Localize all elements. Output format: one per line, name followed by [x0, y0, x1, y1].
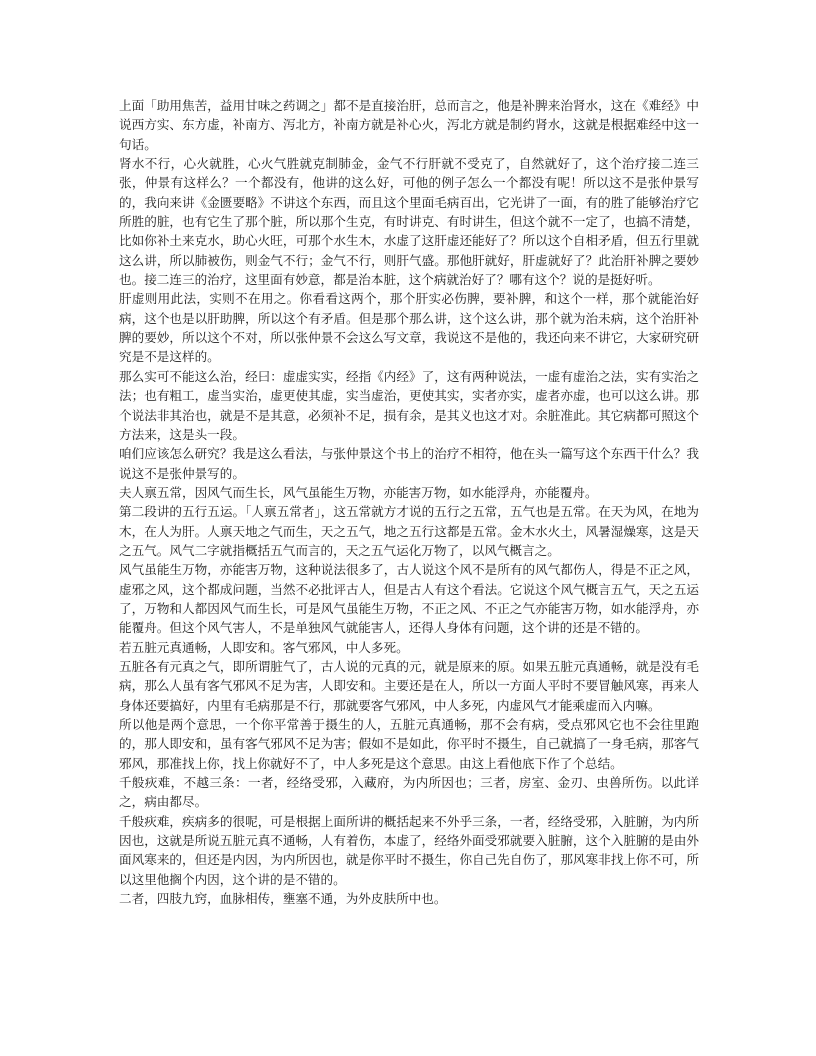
document-body: [119, 96, 699, 908]
paragraph: 肾水不行，心火就胜，心火气胜就克制肺金，金气不行肝就不受克了，自然就好了，这个治疗接二连三张，仲景有这样么？一个都没有，他讲的这么好，可他的例子怎么一个都没有呢！所以这不是张仲景写的，我向来讲《金匮要略》不讲这个东西，而且这个里面毛病百出，它光讲了一面，有的胜了能够治疗它所胜的脏，也有它生了那个脏，所以那个生克，有时讲克、有时讲生，但这个就不一定了，也搞不清楚，比如你补土来克水，助心火旺，可那个水生木，水虚了这肝虚还能好了？所以这个自相矛盾，但五行里就这么讲，所以肺被伤，则金气不行；金气不行，则肝气盛。那他肝就好，肝虚就好了？此治肝补脾之要妙也。接二连三的治疗，这里面有妙意，都是治本脏，这个病就治好了？哪有这个？说的是挺好听。: [119, 156, 699, 288]
paragraph: 千般疢难，不越三条：一者，经络受邪，入藏府，为内所因也；三者，房室、金刃、虫兽所伤。以此详之，病由都尽。: [119, 775, 699, 810]
paragraph: 夫人禀五常，因风气而生长，风气虽能生万物，亦能害万物，如水能浮舟，亦能覆舟。: [119, 484, 598, 500]
paragraph: 所以他是两个意思，一个你平常善于摄生的人，五脏元真通畅，那不会有病，受点邪风它也不会往里跑的，那人即安和，虽有客气邪风不足为害；假如不是如此，你平时不摄生，自己就搞了一身毛病，那客气邪风，那准找上你，找上你就好不了，中人多死是这个意思。由这上看他底下作了个总结。: [119, 717, 699, 771]
paragraph: 第二段讲的五行五运。「人禀五常者」，这五常就方才说的五行之五常，五气也是五常。在天为风，在地为木，在人为肝。人禀天地之气而生，天之五气，地之五行这都是五常。金木水火土，风暑湿燥寒，这是天之五气。风气二字就指概括五气而言的，天之五气运化万物了，以风气概言之。: [119, 504, 699, 558]
paragraph: 上面「助用焦苦，益用甘味之药调之」都不是直接治肝，总而言之，他是补脾来治肾水，这在《难经》中说西方实、东方虚，补南方、泻北方，补南方就是补心火，泻北方就是制约肾水，这就是根据难经中这一句话。: [119, 98, 699, 152]
paragraph: 二者，四肢九窍，血脉相传，壅塞不通，为外皮肤所中也。: [119, 891, 447, 907]
paragraph: 五脏各有元真之气，即所谓脏气了，古人说的元真的元，就是原来的原。如果五脏元真通畅，就是没有毛病，那么人虽有客气邪风不足为害，人即安和。主要还是在人，所以一方面人平时不要冒触风寒，再来人身体还要搞好，内里有毛病那是不行，那就要客气邪风，中人多死，内虚风气才能乘虚而入内嘛。: [119, 658, 699, 713]
paragraph: 咱们应该怎么研究？我是这么看法，与张仲景这个书上的治疗不相符，他在头一篇写这个东西干什么？我说这不是张仲景写的。: [119, 446, 699, 481]
paragraph: 若五脏元真通畅，人即安和。客气邪风，中人多死。: [119, 639, 409, 655]
paragraph: 那么实可不能这么治，经曰：虚虚实实，经指《内经》了，这有两种说法，一虚有虚治之法，实有实治之法；也有粗工，虚当实治，虚更使其虚，实当虚治，更使其实，实者亦实，虚者亦虚，也可以这么讲。那个说法非其治也，就是不是其意，必须补不足，损有余，是其义也这才对。余脏准此。其它病都可照这个方法来，这是头一段。: [119, 368, 699, 442]
paragraph: 肝虚则用此法，实则不在用之。你看看这两个，那个肝实必伤脾，要补脾，和这个一样，那个就能治好病，这个也是以肝助脾，所以这个有矛盾。但是那个那么讲，这个这么讲，那个就为治未病，这个治肝补脾的要妙，所以这个不对，所以张仲景不会这么写文章，我说这不是他的，我还向来不讲它，大家研究研究是不是这样的。: [119, 291, 699, 365]
paragraph: 风气虽能生万物，亦能害万物，这种说法很多了，古人说这个风不是所有的风气都伤人，得是不正之风，虚邪之风，这个都成问题，当然不必批评古人，但是古人有这个看法。它说这个风气概言五气，天之五运了，万物和人都因风气而生长，可是风气虽能生万物，不正之风、不正之气亦能害万物，如水能浮舟，亦能覆舟。但这个风气害人，不是单独风气就能害人，还得人身体有问题，这个讲的还是不错的。: [119, 562, 699, 636]
paragraph: 千般疢难，疾病多的很呢，可是根据上面所讲的概括起来不外乎三条，一者，经络受邪，入脏腑，为内所因也，这就是所说五脏元真不通畅，人有着伤，本虚了，经络外面受邪就要入脏腑，这个入脏腑的是由外面风寒来的，但还是内因，为内所因也，就是你平时不摄生，你自己先自伤了，那风寒非找上你不可，所以这里他搁个内因，这个讲的是不错的。: [119, 813, 699, 887]
